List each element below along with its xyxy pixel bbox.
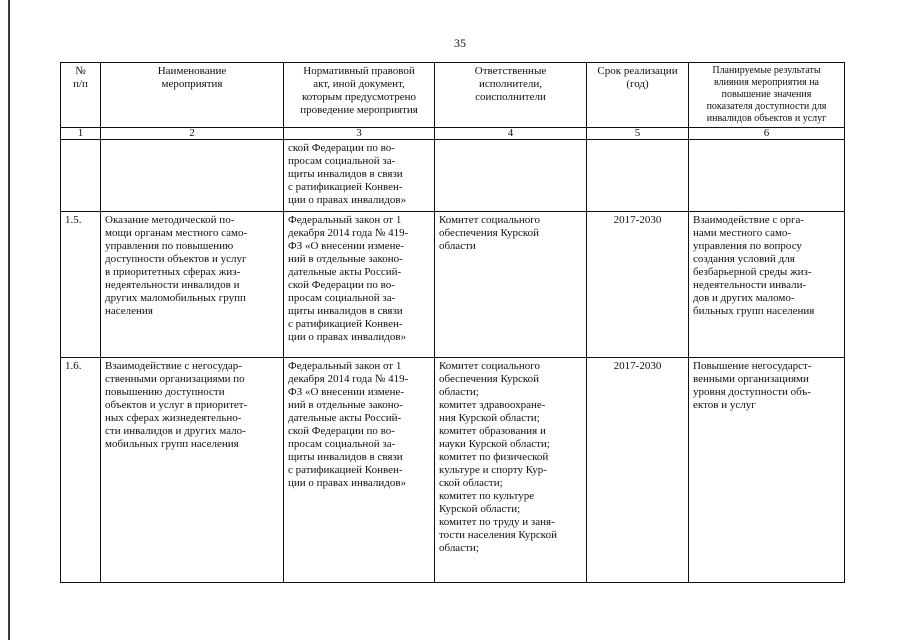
measures-table xyxy=(60,62,845,583)
row-name: Взаимодействие с негосудар- ственными организациями по повышению доступности объектов и услуг в приоритет- ных сферах жизнедеятельно- сти инвалидов и других мало- мобильных групп населения xyxy=(101,358,284,583)
table-row xyxy=(61,358,845,583)
row-executors: Комитет социального обеспечения Курской области xyxy=(435,212,587,358)
table-header-row xyxy=(61,63,845,128)
header-name: Наименование мероприятия xyxy=(101,63,284,128)
table-row xyxy=(61,212,845,358)
row-result xyxy=(689,140,845,212)
row-document: Федеральный закон от 1 декабря 2014 года № 419- ФЗ «О внесении измене- ний в отдельные законо- дательные акты Россий- ской Федерации по во- просам социальной за- щиты инвалидов в связи с ратификацией Конвен- ции о правах инвалидов» xyxy=(284,358,435,583)
row-result: Повышение негосударст- венными организациями уровня доступности объ- ектов и услуг xyxy=(689,358,845,583)
row-period xyxy=(587,140,689,212)
column-number: 1 xyxy=(61,128,101,140)
row-period: 2017-2030 xyxy=(587,358,689,583)
row-name: Оказание методической по- мощи органам местного само- управления по повышению доступности объектов и услуг в приоритетных сферах жиз- недеятельности инвалидов и других маломобильных групп населения xyxy=(101,212,284,358)
row-document: Федеральный закон от 1 декабря 2014 года № 419- ФЗ «О внесении измене- ний в отдельные законо- дательные акты Россий- ской Федерации по во- просам социальной за- щиты инвалидов в связи с ратификацией Конвен- ции о правах инвалидов» xyxy=(284,212,435,358)
header-executors: Ответственные исполнители, соисполнители xyxy=(435,63,587,128)
header-result: Планируемые результаты влияния мероприятия на повышение значения показателя доступности для инвалидов объектов и услуг xyxy=(689,63,845,128)
row-num xyxy=(61,140,101,212)
row-document: ской Федерации по во- просам социальной за- щиты инвалидов в связи с ратификацией Конвен- ции о правах инвалидов» xyxy=(284,140,435,212)
page-number: 35 xyxy=(454,36,466,50)
row-num: 1.6. xyxy=(61,358,101,583)
row-num: 1.5. xyxy=(61,212,101,358)
column-number: 6 xyxy=(689,128,845,140)
table-row xyxy=(61,140,845,212)
row-period: 2017-2030 xyxy=(587,212,689,358)
row-executors: Комитет социального обеспечения Курской области; комитет здравоохране- ния Курской области; комитет образования и науки Курской области; комитет по физической культуре и спорту Кур- ской области; комитет по культуре Курской области; комитет по труду и заня- тости населения Курской области; xyxy=(435,358,587,583)
column-numbers-row xyxy=(61,128,845,140)
header-document: Нормативный правовой акт, иной документ, которым предусмотрено проведение мероприятия xyxy=(284,63,435,128)
header-period: Срок реализации (год) xyxy=(587,63,689,128)
column-number: 4 xyxy=(435,128,587,140)
row-result: Взаимодействие с орга- нами местного само- управления по вопросу создания условий для безбарьерной среды жиз- недеятельности инвали- дов и других маломо- бильных групп населения xyxy=(689,212,845,358)
header-num: № п/п xyxy=(61,63,101,128)
column-number: 5 xyxy=(587,128,689,140)
column-number: 3 xyxy=(284,128,435,140)
column-number: 2 xyxy=(101,128,284,140)
scan-edge-line xyxy=(8,0,10,640)
row-executors xyxy=(435,140,587,212)
row-name xyxy=(101,140,284,212)
